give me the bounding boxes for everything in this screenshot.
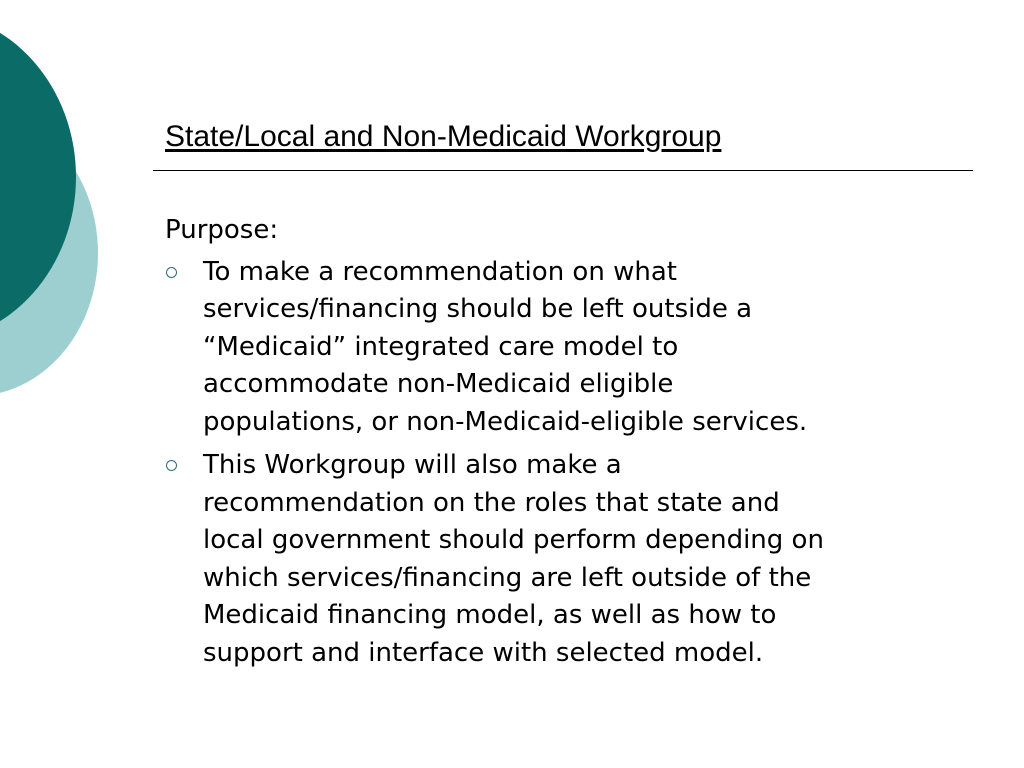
purpose-label: Purpose: — [165, 215, 279, 245]
title-divider — [153, 170, 973, 171]
bullet-text-line: which services/financing are left outside of the — [203, 562, 812, 593]
bullet-item — [165, 447, 965, 672]
bullet-text-line: recommendation on the roles that state and — [203, 487, 780, 518]
hollow-circle-bullet-icon — [166, 267, 177, 278]
bullet-text-line: services/financing should be left outside a — [203, 294, 753, 324]
bullet-text-line: accommodate non-Medicaid eligible — [203, 369, 674, 399]
bullet-text-line: support and interface with selected model. — [203, 637, 764, 668]
bullet-item — [165, 254, 965, 442]
slide-title: State/Local and Non-Medicaid Workgroup — [165, 120, 722, 153]
bullet-text-line: populations, or non-Medicaid-eligible services. — [203, 406, 808, 437]
bullet-text-line: Medicaid financing model, as well as how to — [203, 600, 777, 630]
bullet-text-line: To make a recommendation on what — [203, 256, 677, 287]
bullet-text-line: local government should perform depending on — [203, 525, 824, 555]
bullet-text-line: This Workgroup will also make a — [203, 450, 622, 480]
bullet-list — [165, 254, 965, 673]
slide-body — [165, 212, 965, 678]
bullet-text-line: “Medicaid” integrated care model to — [203, 331, 679, 362]
hollow-circle-bullet-icon — [166, 460, 177, 471]
